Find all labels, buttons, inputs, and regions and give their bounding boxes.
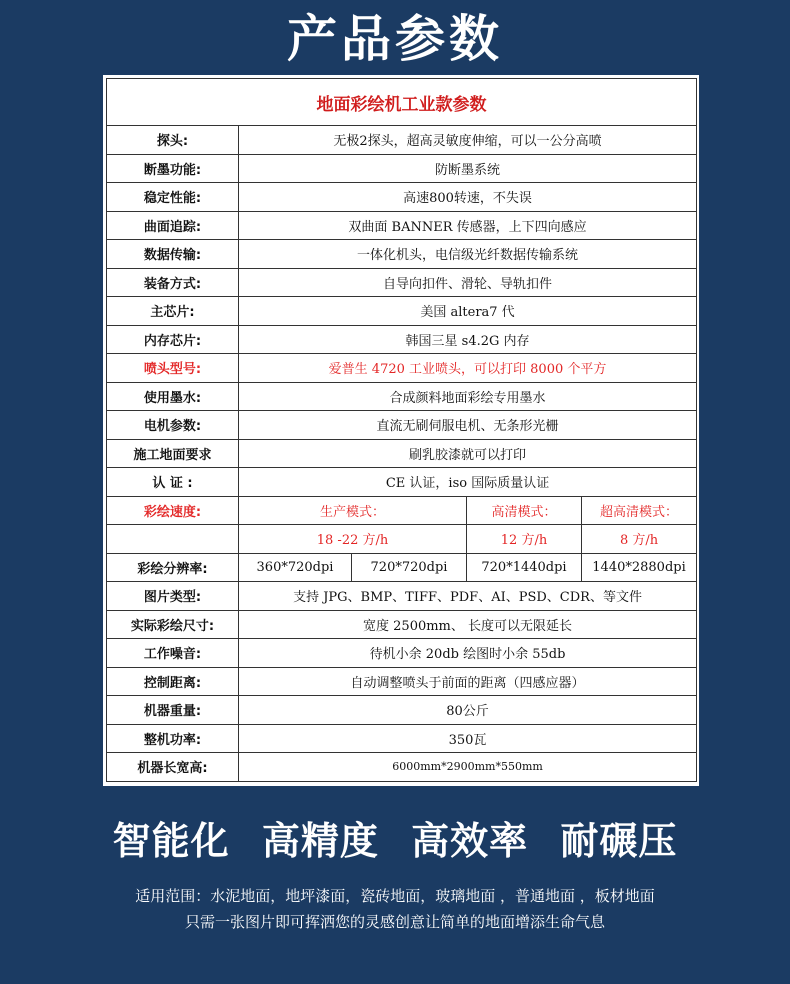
row-value: 80公斤 (239, 696, 697, 725)
row-value: CE 认证，iso 国际质量认证 (239, 468, 697, 497)
row-value: 高速800转速，不失误 (239, 183, 697, 212)
usage-scope-text: 适用范围：水泥地面，地坪漆面，瓷砖地面，玻璃地面 ，普通地面 ，板材地面 (135, 887, 655, 905)
table-row (107, 411, 697, 440)
speed-mode: 超高清模式： (582, 496, 697, 525)
resolution-value: 720*1440dpi (467, 553, 582, 582)
table-row (107, 297, 697, 326)
row-label: 使用墨水: (107, 382, 239, 411)
page-title: 产品参数 (287, 10, 503, 68)
table-row (107, 639, 697, 668)
row-value: 宽度 2500mm、 长度可以无限延长 (239, 610, 697, 639)
table-row (107, 553, 697, 582)
row-label: 主芯片: (107, 297, 239, 326)
row-value: 爱普生 4720 工业喷头，可以打印 8000 个平方 (239, 354, 697, 383)
speed-value: 12 方/h (467, 525, 582, 554)
slogan: 智能化 高精度 高效率 耐碾压 (112, 819, 678, 863)
resolution-value: 360*720dpi (239, 553, 352, 582)
table-row (107, 439, 697, 468)
row-label: 喷头型号: (107, 354, 239, 383)
row-value: 直流无刷伺服电机、无条形光栅 (239, 411, 697, 440)
table-row (107, 382, 697, 411)
table-row (107, 183, 697, 212)
row-label: 探头: (107, 126, 239, 155)
table-row (107, 496, 697, 525)
speed-blank (107, 525, 239, 554)
table-row (107, 525, 697, 554)
speed-mode: 生产模式： (239, 496, 467, 525)
row-value: 韩国三星 s4.2G 内存 (239, 325, 697, 354)
row-value: 防断墨系统 (239, 154, 697, 183)
row-value: 支持 JPG、BMP、TIFF、PDF、AI、PSD、CDR、等文件 (239, 582, 697, 611)
spec-table (106, 78, 697, 782)
table-caption-row (107, 79, 697, 126)
tagline-text: 只需一张图片即可挥洒您的灵感创意让简单的地面增添生命气息 (184, 913, 605, 931)
table-row (107, 696, 697, 725)
row-label: 图片类型: (107, 582, 239, 611)
row-label: 认 证 : (107, 468, 239, 497)
table-row (107, 211, 697, 240)
speed-label: 彩绘速度: (107, 496, 239, 525)
row-label: 工作噪音: (107, 639, 239, 668)
row-value: 双曲面 BANNER 传感器，上下四向感应 (239, 211, 697, 240)
table-row (107, 610, 697, 639)
table-row (107, 154, 697, 183)
table-row (107, 667, 697, 696)
row-label: 电机参数: (107, 411, 239, 440)
row-label: 曲面追踪: (107, 211, 239, 240)
row-label: 稳定性能: (107, 183, 239, 212)
table-row (107, 240, 697, 269)
row-label: 机器重量: (107, 696, 239, 725)
table-row (107, 268, 697, 297)
row-value: 350瓦 (239, 724, 697, 753)
row-value: 自导向扣件、滑轮、导轨扣件 (239, 268, 697, 297)
row-value: 6000mm*2900mm*550mm (239, 753, 697, 782)
row-label: 整机功率: (107, 724, 239, 753)
table-row (107, 724, 697, 753)
row-label: 控制距离: (107, 667, 239, 696)
row-label: 机器长宽高: (107, 753, 239, 782)
row-label: 内存芯片: (107, 325, 239, 354)
table-row (107, 354, 697, 383)
resolution-value: 720*720dpi (352, 553, 467, 582)
speed-value: 18 -22 方/h (239, 525, 467, 554)
table-row (107, 126, 697, 155)
row-label: 施工地面要求 (107, 439, 239, 468)
speed-mode: 高清模式： (467, 496, 582, 525)
table-row (107, 468, 697, 497)
row-value: 无极2探头，超高灵敏度伸缩，可以一公分高喷 (239, 126, 697, 155)
row-value: 美国 altera7 代 (239, 297, 697, 326)
row-value: 自动调整喷头于前面的距离（四感应器） (239, 667, 697, 696)
table-row (107, 325, 697, 354)
row-value: 合成颜料地面彩绘专用墨水 (239, 382, 697, 411)
row-label: 断墨功能: (107, 154, 239, 183)
table-row (107, 582, 697, 611)
row-value: 刷乳胶漆就可以打印 (239, 439, 697, 468)
speed-value: 8 方/h (582, 525, 697, 554)
row-label: 实际彩绘尺寸: (107, 610, 239, 639)
row-value: 待机小余 20db 绘图时小余 55db (239, 639, 697, 668)
row-value: 一体化机头，电信级光纤数据传输系统 (239, 240, 697, 269)
table-row (107, 753, 697, 782)
spec-table-panel (103, 75, 699, 786)
resolution-label: 彩绘分辨率: (107, 553, 239, 582)
row-label: 数据传输: (107, 240, 239, 269)
resolution-value: 1440*2880dpi (582, 553, 697, 582)
row-label: 装备方式: (107, 268, 239, 297)
table-caption: 地面彩绘机工业款参数 (107, 79, 697, 126)
